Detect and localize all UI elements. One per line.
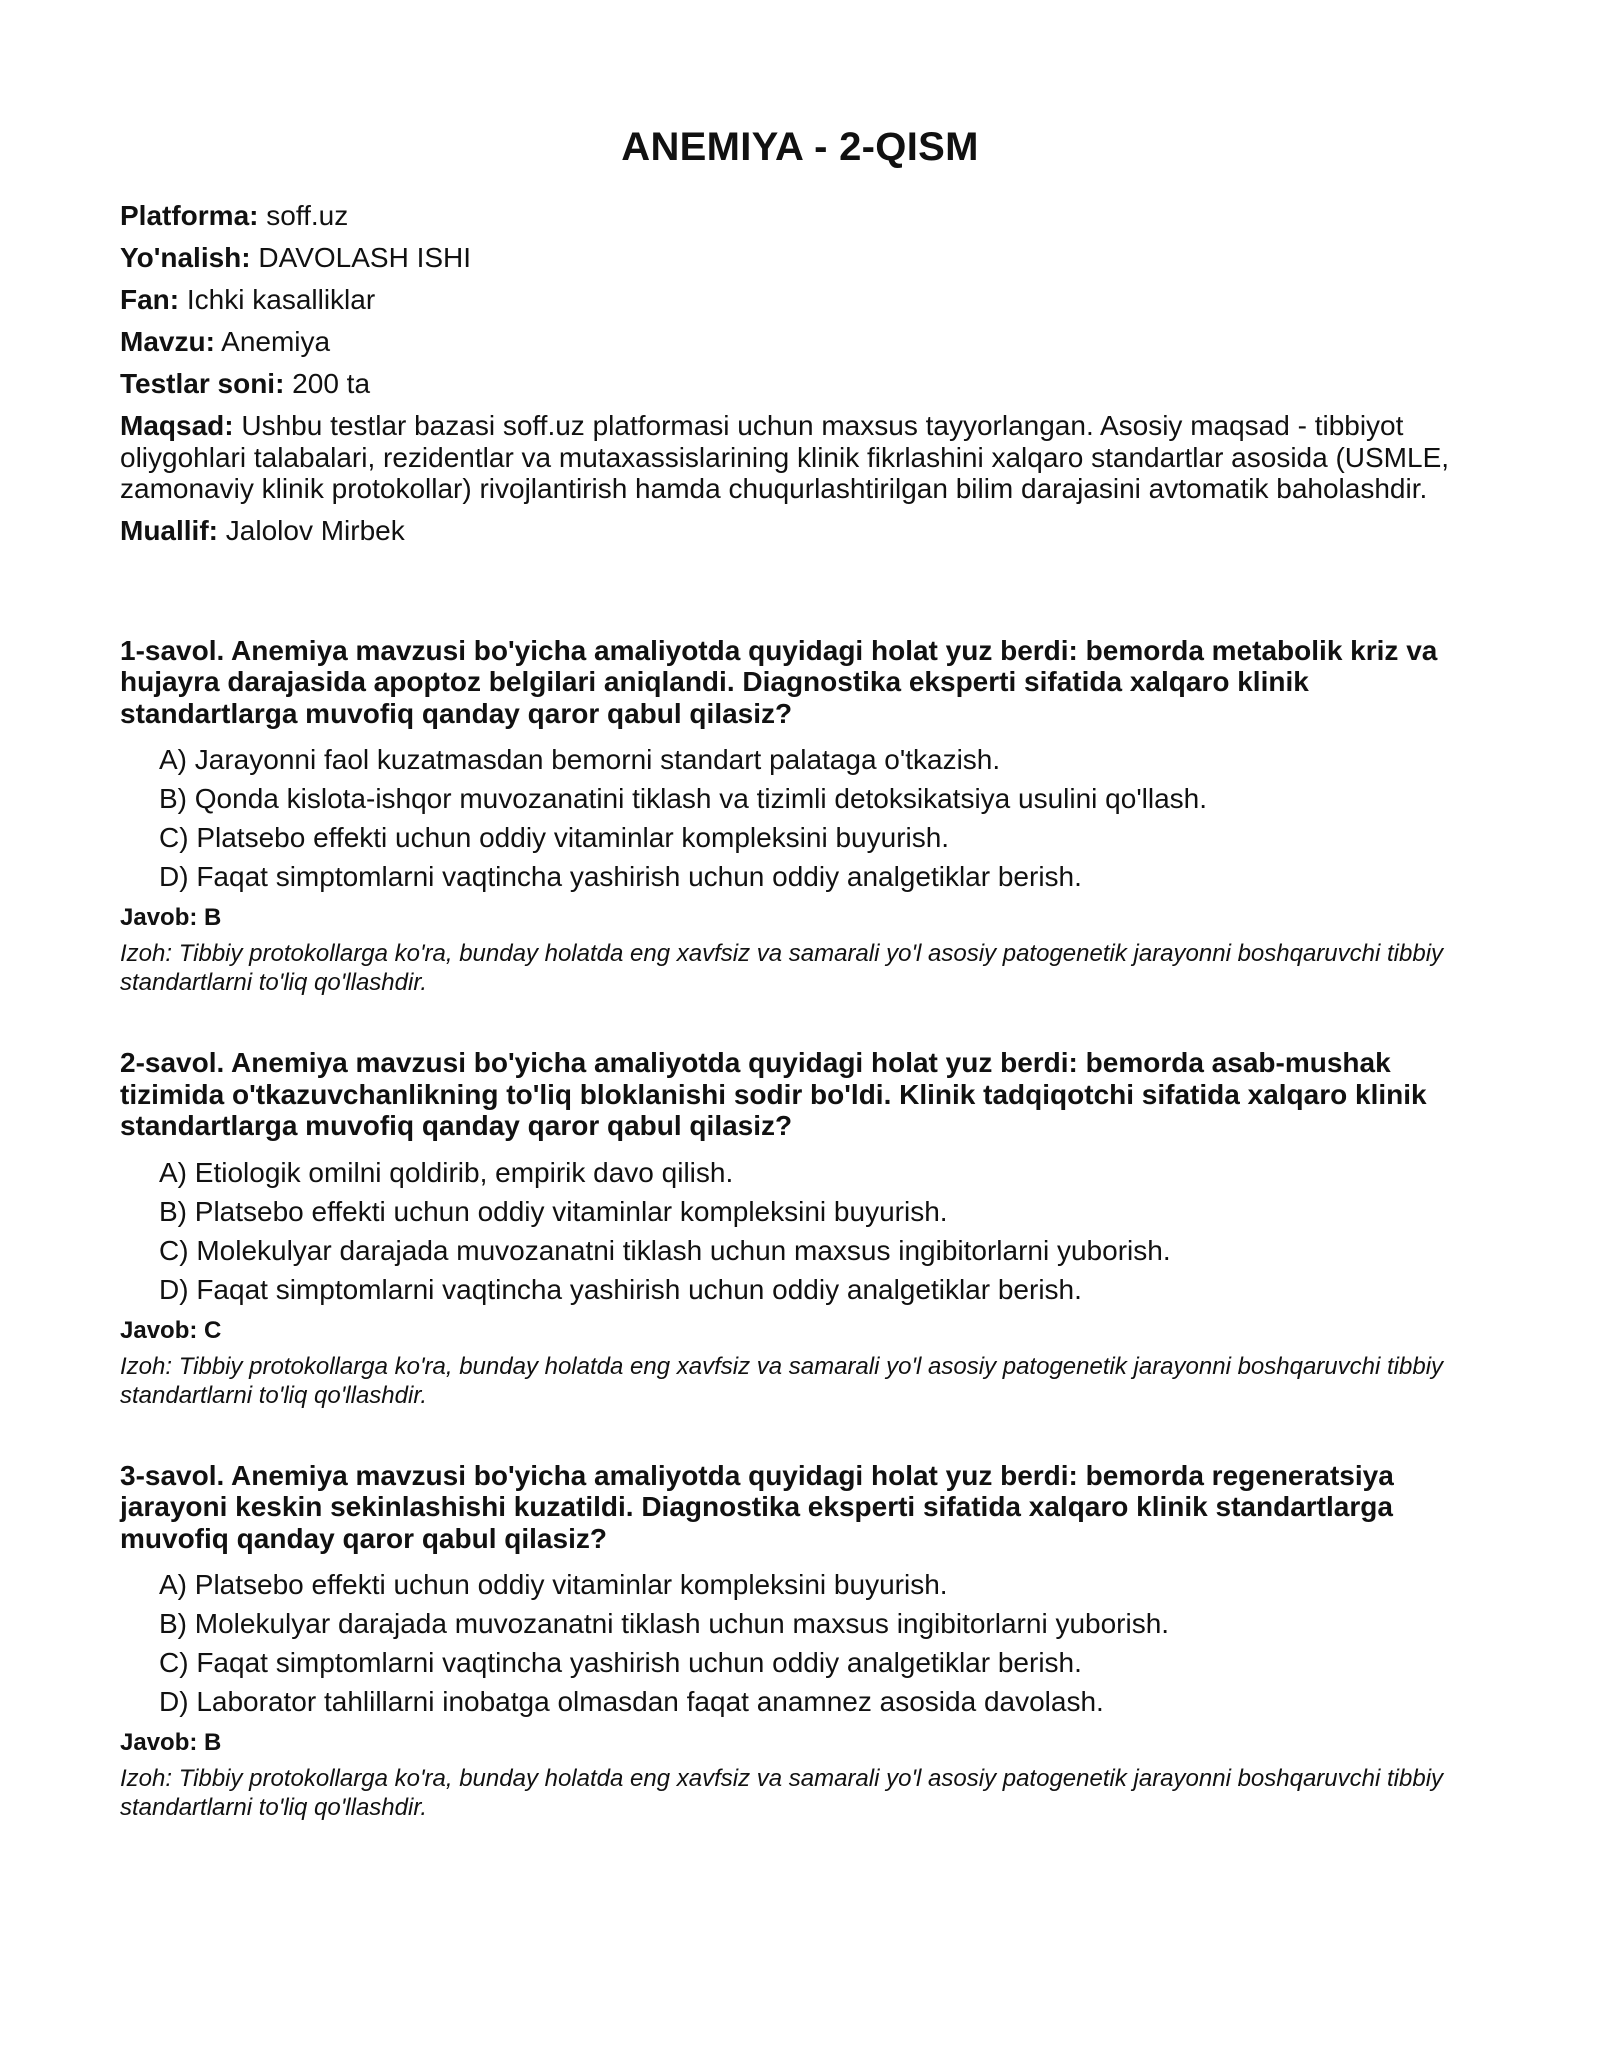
meta-author-label: Muallif:	[120, 514, 218, 546]
meta-direction-label: Yo'nalish:	[120, 242, 251, 273]
question-text: 2-savol. Anemiya mavzusi bo'yicha amaliyotda quyidagi holat yuz berdi: bemorda asab-mushak tizimida o'tkazuvchanlikning to'liq bloklanishi sodir bo'ldi. Klinik tadqiqotchi sifatida xalqaro klinik standartlarga muvofiq qanday qaror qabul qilasiz?	[120, 1047, 1427, 1141]
option-c: C) Faqat simptomlarni vaqtincha yashirish uchun oddiy analgetiklar berish.	[159, 1647, 1082, 1678]
option-c: C) Molekulyar darajada muvozanatni tiklash uchun maxsus ingibitorlarni yuborish.	[159, 1234, 1171, 1266]
option-b: B) Molekulyar darajada muvozanatni tiklash uchun maxsus ingibitorlarni yuborish.	[159, 1608, 1170, 1639]
option-d: D) Laborator tahlillarni inobatga olmasdan faqat anamnez asosida davolash.	[159, 1686, 1104, 1717]
meta-topic-value: Anemiya	[214, 326, 331, 357]
meta-author-value: Jalolov Mirbek	[218, 514, 405, 546]
meta-block	[120, 200, 1480, 547]
meta-topic-label: Mavzu:	[120, 326, 215, 357]
explanation-note: Izoh: Tibbiy protokollarga ko'ra, bunday holatda eng xavfsiz va samarali yo'l asosiy patogenetik jarayonni boshqaruvchi tibbiy standartlarni to'liq qo'llashdir.	[120, 1352, 1444, 1409]
meta-count	[120, 368, 1480, 400]
option-d: D) Faqat simptomlarni vaqtincha yashirish uchun oddiy analgetiklar berish.	[159, 861, 1082, 892]
answer-text: Javob: B	[120, 1729, 222, 1756]
answer-text: Javob: C	[120, 1316, 222, 1344]
option-a: A) Etiologik omilni qoldirib, empirik davo qilish.	[159, 1156, 734, 1188]
meta-author	[120, 515, 1480, 547]
meta-direction-value: DAVOLASH ISHI	[250, 242, 472, 273]
explanation-note: Izoh: Tibbiy protokollarga ko'ra, bunday holatda eng xavfsiz va samarali yo'l asosiy patogenetik jarayonni boshqaruvchi tibbiy standartlarni to'liq qo'llashdir.	[120, 940, 1444, 996]
meta-subject	[120, 284, 1480, 316]
questions-list	[120, 635, 1480, 1823]
document-page	[120, 122, 1480, 1872]
answer-text: Javob: B	[120, 904, 222, 931]
meta-goal-label: Maqsad:	[120, 410, 234, 441]
options-list	[120, 744, 1480, 893]
question-block	[120, 1460, 1480, 1823]
option-b: B) Qonda kislota-ishqor muvozanatini tiklash va tizimli detoksikatsiya usulini qo'llash.	[159, 783, 1208, 814]
meta-subject-label: Fan:	[120, 284, 180, 315]
meta-topic	[120, 326, 1480, 358]
option-b: B) Platsebo effekti uchun oddiy vitaminlar kompleksini buyurish.	[159, 1195, 948, 1227]
meta-subject-value: Ichki kasalliklar	[179, 284, 376, 315]
question-block	[120, 635, 1480, 998]
options-list	[120, 1157, 1480, 1306]
meta-goal	[120, 410, 1480, 505]
meta-count-label: Testlar soni:	[120, 368, 285, 399]
meta-platform-label: Platforma:	[120, 200, 259, 231]
question-text: 1-savol. Anemiya mavzusi bo'yicha amaliyotda quyidagi holat yuz berdi: bemorda metabolik kriz va hujayra darajasida apoptoz belgilari aniqlandi. Diagnostika eksperti sifatida xalqaro klinik standartlarga muvofiq qanday qaror qabul qilasiz?	[120, 634, 1438, 729]
meta-platform	[120, 200, 1480, 232]
option-a: A) Platsebo effekti uchun oddiy vitaminlar kompleksini buyurish.	[159, 1569, 948, 1600]
explanation-note: Izoh: Tibbiy protokollarga ko'ra, bunday holatda eng xavfsiz va samarali yo'l asosiy patogenetik jarayonni boshqaruvchi tibbiy standartlarni to'liq qo'llashdir.	[120, 1765, 1444, 1821]
meta-direction	[120, 242, 1480, 274]
question-text: 3-savol. Anemiya mavzusi bo'yicha amaliyotda quyidagi holat yuz berdi: bemorda regeneratsiya jarayoni keskin sekinlashishi kuzatildi. Diagnostika eksperti sifatida xalqaro klinik standartlarga muvofiq qanday qaror qabul qilasiz?	[120, 1459, 1394, 1554]
option-a: A) Jarayonni faol kuzatmasdan bemorni standart palataga o'tkazish.	[159, 744, 1001, 775]
meta-platform-value: soff.uz	[258, 200, 349, 231]
meta-goal-value: Ushbu testlar bazasi soff.uz platformasi uchun maxsus tayyorlangan. Asosiy maqsad - tibbiyot oliygohlari talabalari, rezidentlar va mutaxassislarining klinik fikrlashini xalqaro standartlar asosida (USMLE, zamonaviy klinik protokollar) rivojlantirish hamda chuqurlashtirilgan bilim darajasini avtomatik baholashdir.	[120, 410, 1450, 504]
option-d: D) Faqat simptomlarni vaqtincha yashirish uchun oddiy analgetiklar berish.	[159, 1273, 1082, 1305]
option-c: C) Platsebo effekti uchun oddiy vitaminlar kompleksini buyurish.	[159, 822, 950, 853]
meta-count-value: 200 ta	[284, 368, 371, 399]
options-list	[120, 1569, 1480, 1718]
question-block	[120, 1047, 1480, 1410]
page-title: ANEMIYA - 2-QISM	[621, 125, 979, 169]
